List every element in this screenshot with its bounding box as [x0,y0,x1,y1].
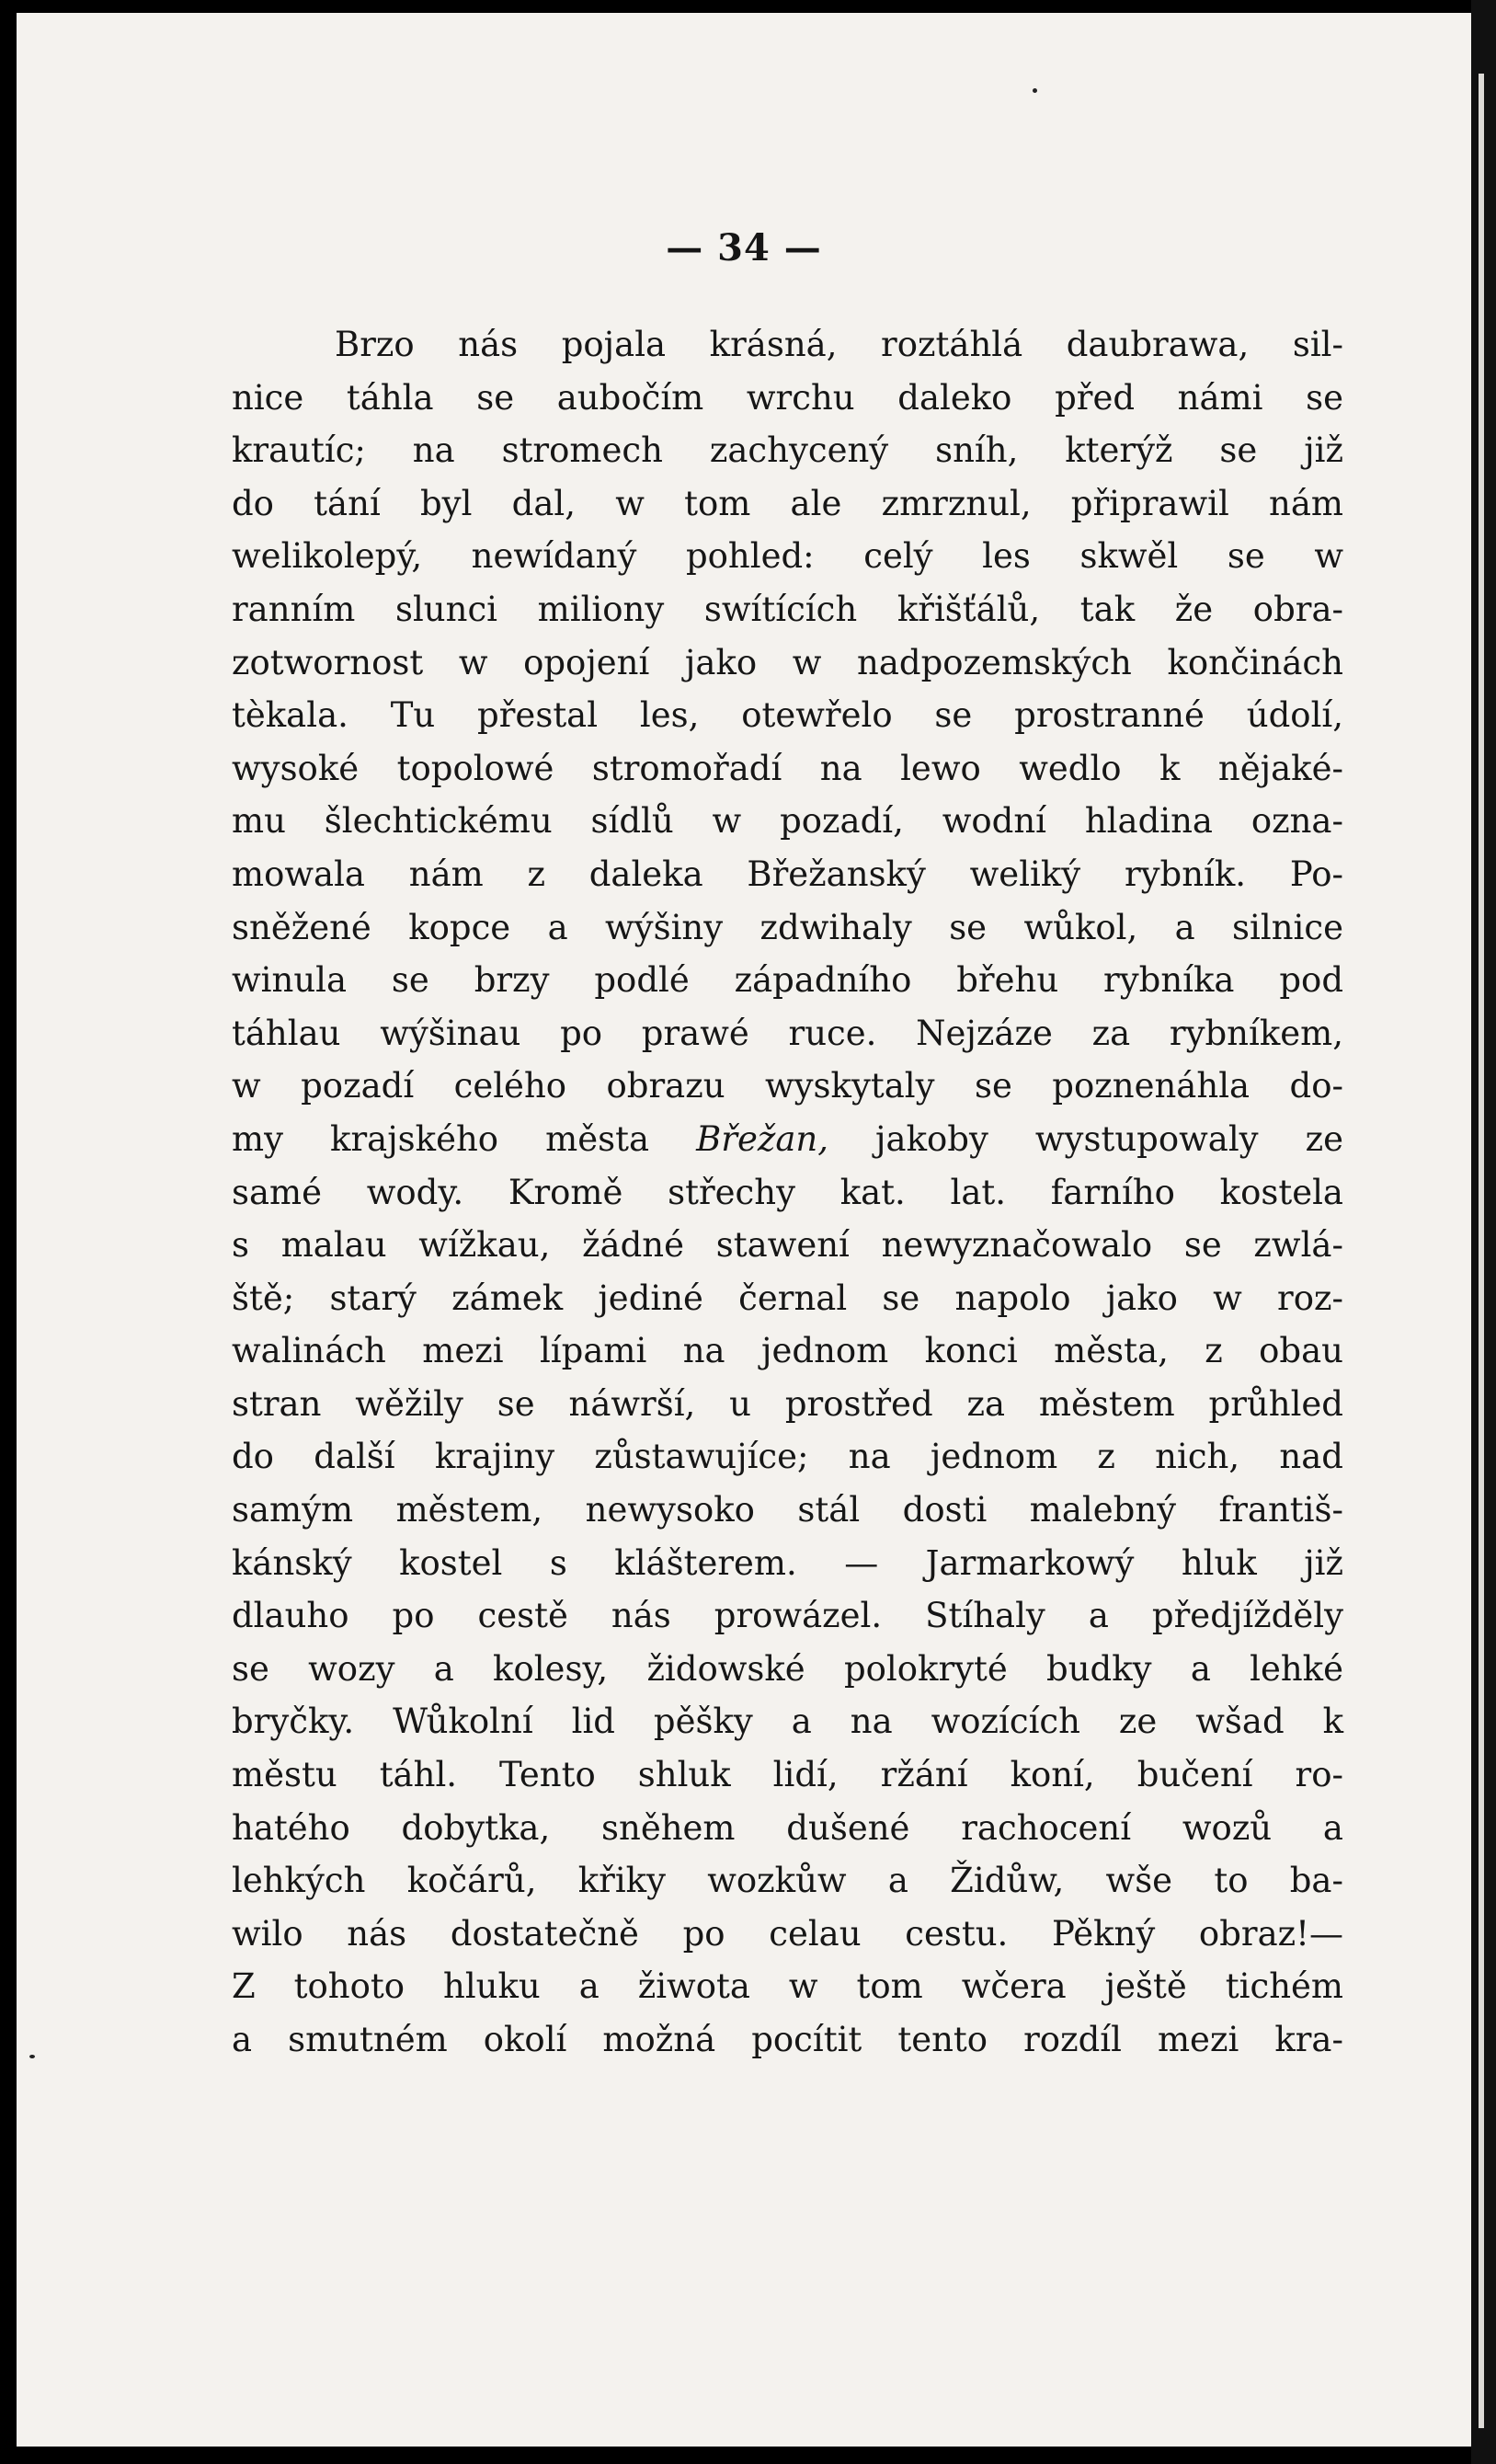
text-line: welikolepý, newídaný pohled: celý les skwěl se w [232,536,1343,577]
text-segment: my krajského města [232,1118,650,1159]
body-text [232,318,1343,2067]
adjacent-page-edge [1479,74,1484,2428]
text-line: hatého dobytka, sněhem dušené rachocení wozů a [232,1807,1343,1848]
page-number: — 34 — [666,226,822,269]
text-line: a smutném okolí možná pocítit tento rozdíl mezi kra- [232,2020,1343,2059]
text-line: w pozadí celého obrazu wyskytaly se poznenáhla do- [232,1066,1343,1106]
text-line: wysoké topolowé stromořadí na lewo wedlo k nějaké- [232,748,1343,788]
text-line: tèkala. Tu přestal les, otewřelo se prostranné údolí, [232,695,1343,736]
ink-speck [29,2055,35,2058]
text-line: sněžené kopce a wýšiny zdwihaly se wůkol, a silnice [232,907,1343,947]
text-line: krautíc; na stromech zachycený sníh, kterýž se již [232,430,1343,471]
text-line: Brzo nás pojala krásná, roztáhlá daubrawa, sil- [335,325,1343,364]
text-line: samým městem, newysoko stál dosti malebný františ- [232,1490,1343,1530]
text-line: dlauho po cestě nás prowázel. Stíhaly a předjížděly [232,1596,1343,1636]
book-page [17,13,1471,2447]
text-segment: jakoby wystupowaly ze [875,1118,1343,1159]
text-line: bryčky. Wůkolní lid pěšky a na wozících ze wšad k [232,1702,1343,1742]
text-line: wilo nás dostatečně po celau cestu. Pěkný obraz!— [232,1913,1343,1954]
text-line: se wozy a kolesy, židowské polokryté budky a lehké [232,1648,1343,1689]
text-line: táhlau wýšinau po prawé ruce. Nejzáze za rybníkem, [232,1013,1343,1053]
text-line: samé wody. Kromě střechy kat. lat. farního kostela [232,1172,1343,1212]
text-line: městu táhl. Tento shluk lidí, ržání koní, bučení ro- [232,1755,1343,1795]
text-line: do tání byl dal, w tom ale zmrznul, připrawil nám [232,483,1343,523]
text-line: winula se brzy podlé západního břehu rybníka pod [232,960,1343,1001]
ink-speck [1033,88,1037,93]
text-line [232,1113,1343,1166]
text-line: ště; starý zámek jediné černal se napolo jako w roz- [232,1278,1343,1318]
text-line: s malau wížkau, žádné stawení newyznačowalo se zwlá- [232,1225,1343,1266]
italic-place-name: Břežan, [696,1118,828,1159]
text-line: kánský kostel s klášterem. — Jarmarkowý hluk již [232,1542,1343,1583]
text-line: walinách mezi lípami na jednom konci města, z obau [232,1331,1343,1371]
text-line: mu šlechtickému sídlů w pozadí, wodní hladina ozna- [232,801,1343,842]
text-line: zotwornost w opojení jako w nadpozemských končinách [232,642,1343,682]
text-line: do další krajiny zůstawujíce; na jednom z nich, nad [232,1437,1343,1477]
text-line: lehkých kočárů, křiky wozkůw a Židůw, wše to ba- [232,1861,1343,1901]
text-line: mowala nám z daleka Břežanský weliký rybník. Po- [232,854,1343,894]
text-line: nice táhla se aubočím wrchu daleko před námi se [232,377,1343,418]
text-line: ranním slunci miliony swítících křišťálů, tak že obra- [232,589,1343,629]
text-line: Z tohoto hluku a žiwota w tom wčera ještě tichém [232,1966,1343,2007]
text-line: stran wěžily se náwrší, u prostřed za městem průhled [232,1383,1343,1424]
